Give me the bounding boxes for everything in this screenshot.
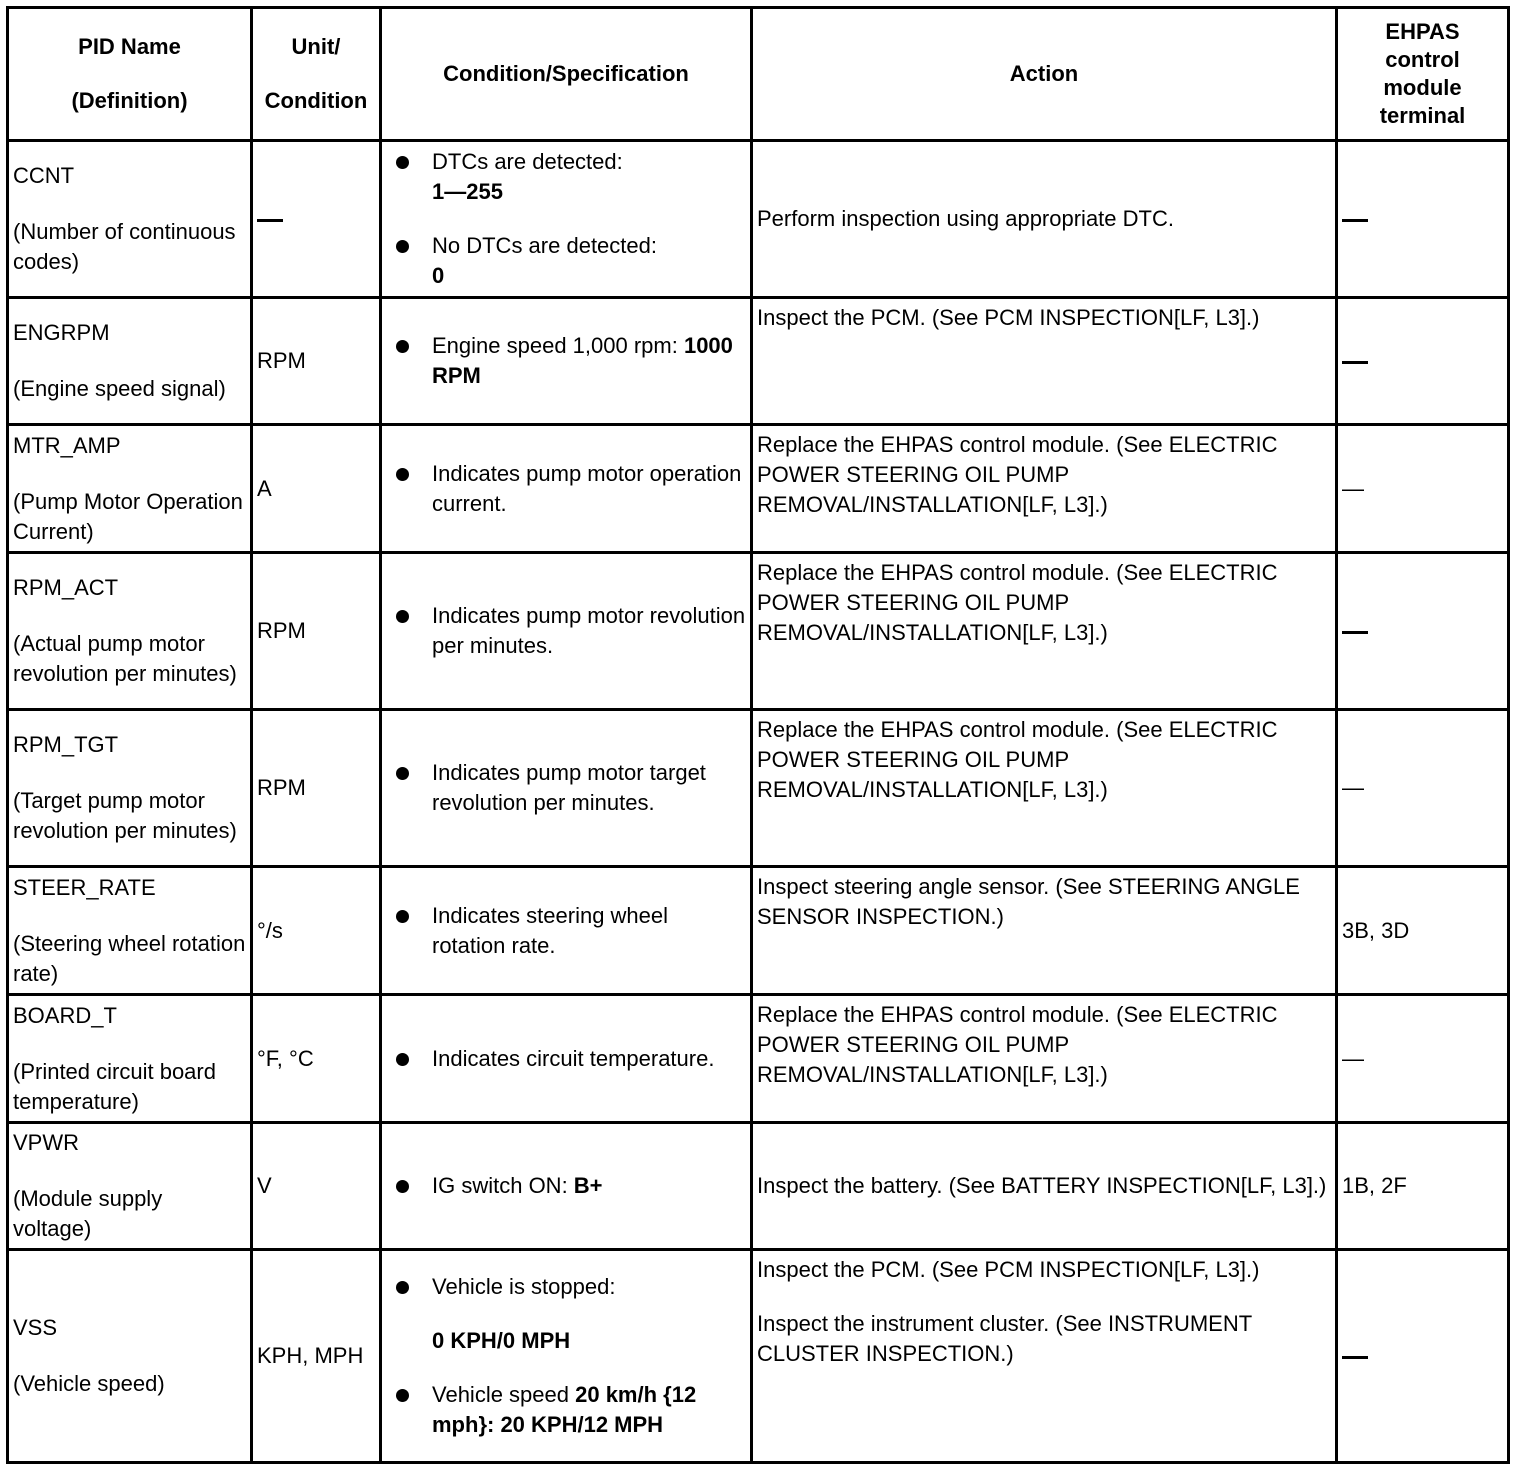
terminal-cell xyxy=(1337,298,1509,425)
pid-definition: (Actual pump motor revolution per minutes) xyxy=(13,631,237,686)
pid-cell xyxy=(8,710,252,867)
table-row xyxy=(8,710,1509,867)
pid-cell xyxy=(8,995,252,1123)
table-row xyxy=(8,867,1509,995)
pid-name: CCNT xyxy=(13,163,75,188)
bullet-icon xyxy=(396,1053,409,1066)
unit-cell: °/s xyxy=(252,867,381,995)
pid-cell xyxy=(8,867,252,995)
bullet-icon xyxy=(396,767,409,780)
bullet-icon xyxy=(396,240,409,253)
terminal-cell: 1B, 2F xyxy=(1337,1123,1509,1250)
bullet-icon xyxy=(396,468,409,481)
table-row xyxy=(8,298,1509,425)
spec-item: Indicates pump motor operation current. xyxy=(432,459,746,519)
header-action: Action xyxy=(752,8,1337,141)
pid-cell xyxy=(8,1123,252,1250)
bullet-icon xyxy=(396,910,409,923)
pid-definition: (Pump Motor Operation Current) xyxy=(13,488,243,544)
pid-name: BOARD_T xyxy=(13,1002,117,1028)
pid-definition: (Engine speed signal) xyxy=(13,376,226,401)
pid-definition: (Target pump motor revolution per minutes) xyxy=(13,788,237,843)
pid-definition: (Steering wheel rotation rate) xyxy=(13,930,246,986)
pid-definition: (Vehicle speed) xyxy=(13,1371,165,1396)
header-ehpas-terminal: EHPAS control module terminal xyxy=(1337,8,1509,141)
unit-cell: V xyxy=(252,1123,381,1250)
terminal-cell xyxy=(1337,553,1509,710)
action-cell: Replace the EHPAS control module. (See ELECTRIC POWER STEERING OIL PUMP REMOVAL/INSTALLATION[LF, L3].) xyxy=(752,710,1337,867)
spec-item: Indicates pump motor target revolution per minutes. xyxy=(432,758,746,818)
pid-name: VSS xyxy=(13,1315,58,1340)
dash-mark xyxy=(1342,361,1368,364)
pid-name: STEER_RATE xyxy=(13,874,156,900)
header-row xyxy=(8,8,1509,141)
table-row xyxy=(8,1250,1509,1463)
spec-cell xyxy=(381,867,752,995)
action-cell: Inspect the PCM. (See PCM INSPECTION[LF, L3].) Inspect the instrument cluster. (See INSTRUMENT CLUSTER INSPECTION.) xyxy=(752,1250,1337,1463)
terminal-cell xyxy=(1337,1250,1509,1463)
action-cell: Inspect the PCM. (See PCM INSPECTION[LF, L3].) xyxy=(752,298,1337,425)
spec-item: IG switch ON: B+ xyxy=(432,1171,746,1201)
spec-cell xyxy=(381,425,752,553)
unit-cell: KPH, MPH xyxy=(252,1250,381,1463)
spec-item: Engine speed 1,000 rpm: 1000 RPM xyxy=(432,331,746,391)
spec-cell xyxy=(381,710,752,867)
pid-cell xyxy=(8,298,252,425)
terminal-cell xyxy=(1337,995,1509,1123)
dash-mark xyxy=(257,219,283,222)
action-cell: Replace the EHPAS control module. (See ELECTRIC POWER STEERING OIL PUMP REMOVAL/INSTALLATION[LF, L3].) xyxy=(752,553,1337,710)
terminal-value: — xyxy=(1342,1045,1364,1071)
action-cell: Inspect the battery. (See BATTERY INSPECTION[LF, L3].) xyxy=(752,1123,1337,1250)
action-cell: Replace the EHPAS control module. (See ELECTRIC POWER STEERING OIL PUMP REMOVAL/INSTALLATION[LF, L3].) xyxy=(752,995,1337,1123)
bullet-icon xyxy=(396,1180,409,1193)
header-pid-name: PID Name (Definition) xyxy=(8,8,252,141)
unit-cell: RPM xyxy=(252,298,381,425)
pid-table xyxy=(6,6,1510,1464)
pid-name: VPWR xyxy=(13,1130,79,1155)
unit-cell xyxy=(252,141,381,298)
spec-cell xyxy=(381,1250,752,1463)
spec-item: Indicates circuit temperature. xyxy=(432,1044,746,1074)
spec-cell xyxy=(381,995,752,1123)
action-cell: Perform inspection using appropriate DTC. xyxy=(752,141,1337,298)
table-row xyxy=(8,425,1509,553)
unit-cell: RPM xyxy=(252,710,381,867)
pid-cell xyxy=(8,553,252,710)
table-row xyxy=(8,141,1509,298)
table-row xyxy=(8,553,1509,710)
dash-mark xyxy=(1342,219,1368,222)
spec-cell xyxy=(381,1123,752,1250)
pid-name: RPM_ACT xyxy=(13,575,119,600)
unit-cell: RPM xyxy=(252,553,381,710)
unit-cell: A xyxy=(252,425,381,553)
dash-mark xyxy=(1342,631,1368,634)
pid-name: ENGRPM xyxy=(13,320,110,345)
bullet-icon xyxy=(396,1389,409,1402)
terminal-cell xyxy=(1337,141,1509,298)
table-row xyxy=(8,1123,1509,1250)
pid-definition: (Module supply voltage) xyxy=(13,1186,163,1241)
bullet-icon xyxy=(396,340,409,353)
dash-mark xyxy=(1342,1356,1368,1359)
pid-name: MTR_AMP xyxy=(13,432,121,458)
spec-cell xyxy=(381,298,752,425)
header-condition-specification: Condition/Specification xyxy=(381,8,752,141)
action-cell: Replace the EHPAS control module. (See ELECTRIC POWER STEERING OIL PUMP REMOVAL/INSTALLATION[LF, L3].) xyxy=(752,425,1337,553)
spec-item: Vehicle speed 20 km/h {12 mph}: 20 KPH/12 MPH xyxy=(432,1380,746,1440)
spec-item: No DTCs are detected: 0 xyxy=(432,231,746,291)
action-cell: Inspect steering angle sensor. (See STEERING ANGLE SENSOR INSPECTION.) xyxy=(752,867,1337,995)
spec-cell xyxy=(381,141,752,298)
terminal-cell xyxy=(1337,425,1509,553)
bullet-icon xyxy=(396,610,409,623)
terminal-cell: 3B, 3D xyxy=(1337,867,1509,995)
spec-item: Indicates pump motor revolution per minutes. xyxy=(432,601,746,661)
spec-item: DTCs are detected: 1—255 xyxy=(432,147,746,207)
terminal-value: — xyxy=(1342,475,1364,501)
header-unit-condition: Unit/ Condition xyxy=(252,8,381,141)
terminal-cell xyxy=(1337,710,1509,867)
spec-item: Indicates steering wheel rotation rate. xyxy=(432,901,746,961)
pid-cell xyxy=(8,141,252,298)
table-row xyxy=(8,995,1509,1123)
bullet-icon xyxy=(396,1281,409,1294)
pid-cell xyxy=(8,425,252,553)
spec-item: Vehicle is stopped: 0 KPH/0 MPH xyxy=(432,1272,746,1356)
spec-cell xyxy=(381,553,752,710)
pid-cell xyxy=(8,1250,252,1463)
pid-name: RPM_TGT xyxy=(13,732,119,757)
pid-definition: (Printed circuit board temperature) xyxy=(13,1058,216,1114)
terminal-value: — xyxy=(1342,775,1364,800)
unit-cell: °F, °C xyxy=(252,995,381,1123)
bullet-icon xyxy=(396,156,409,169)
pid-definition: (Number of continuous codes) xyxy=(13,219,236,274)
